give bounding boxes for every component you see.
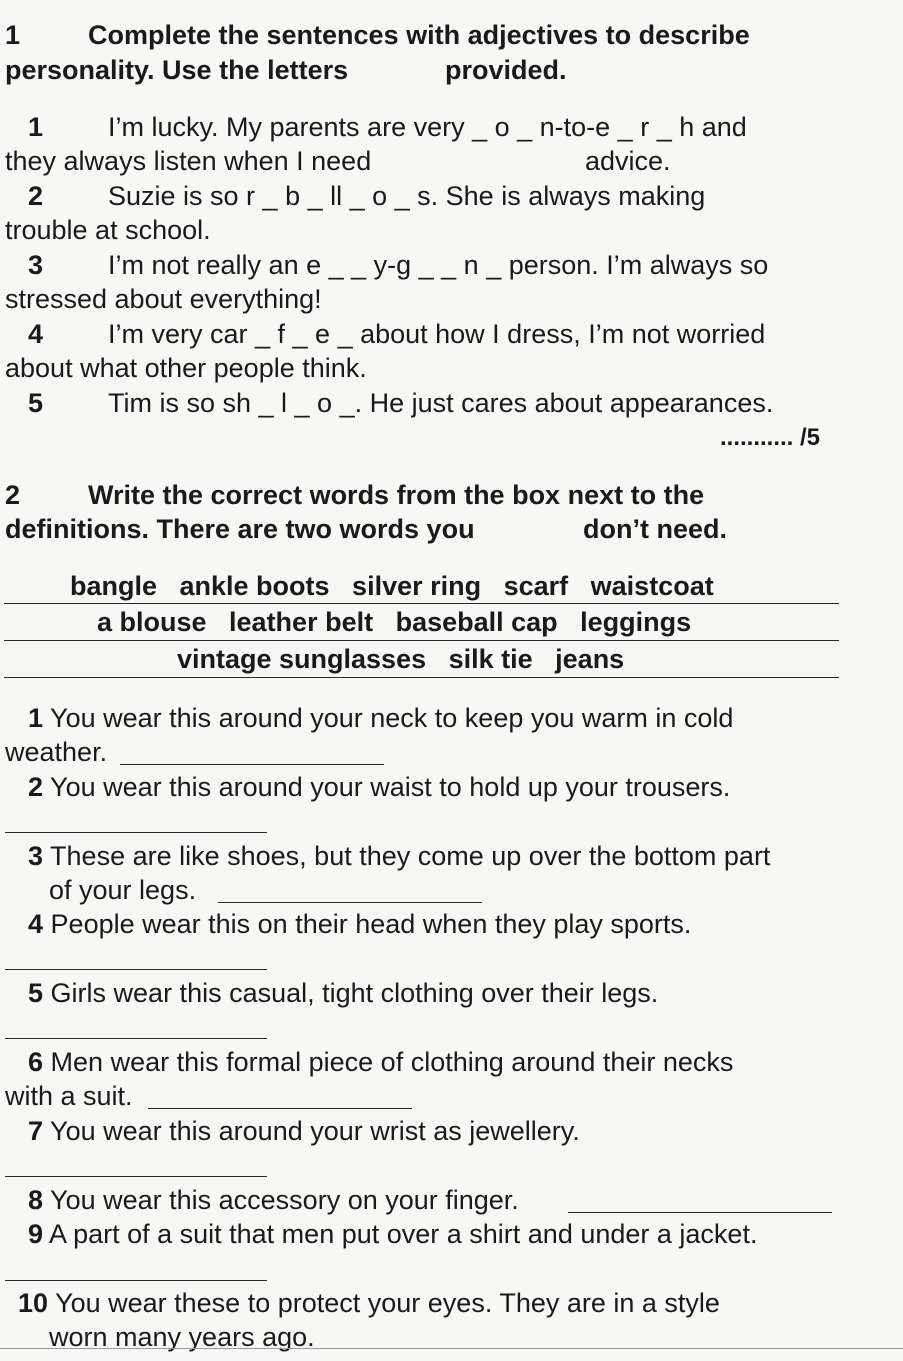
exercise-1-title-line1: Complete the sentences with adjectives to describe xyxy=(88,20,750,50)
ex1-item-1-text-end: advice. xyxy=(585,146,671,176)
ex1-item-3-text-cont: stressed about everything! xyxy=(5,284,322,314)
ex1-item-4-text-cont: about what other people think. xyxy=(5,353,367,383)
word-box-row: a blouse leather belt baseball cap leggings xyxy=(97,607,692,637)
ex2-item-3-cont: of your legs. xyxy=(49,875,197,905)
ex2-item-text: You wear this around your wrist as jewellery. xyxy=(50,1116,580,1146)
ex1-item-2-text-cont: trouble at school. xyxy=(5,215,211,245)
ex2-item-text: People wear this on their head when they play sports. xyxy=(50,909,692,939)
ex2-item-9 xyxy=(28,1217,757,1251)
exercise-2-title-line1: Write the correct words from the box next to the xyxy=(88,480,705,510)
ex1-item-number: 3 xyxy=(28,250,44,280)
ex1-item-5-text: Tim is so sh _ l _ o _. He just cares about appearances. xyxy=(108,388,774,418)
ex1-item-1-text-cont: they always listen when I need xyxy=(5,146,372,176)
answer-blank[interactable] xyxy=(120,764,384,765)
exercise-1-title-line2a: personality. Use the letters xyxy=(5,55,349,85)
word-box-row: bangle ankle boots silver ring scarf waistcoat xyxy=(70,571,714,601)
ex2-item-8 xyxy=(28,1183,519,1217)
ex1-item-4-text: I’m very car _ f _ e _ about how I dress, I’m not worried xyxy=(108,319,766,349)
ex2-item-4 xyxy=(28,907,691,941)
ex2-item-text: You wear this around your neck to keep you warm in cold xyxy=(50,703,734,733)
answer-blank[interactable] xyxy=(5,832,267,833)
page-bottom-edge xyxy=(0,1348,903,1349)
word-box-row: vintage sunglasses silk tie jeans xyxy=(177,644,625,674)
ex2-item-3 xyxy=(28,839,770,873)
ex2-item-number: 4 xyxy=(28,909,44,939)
ex2-item-number: 2 xyxy=(28,772,44,802)
ex2-item-number: 10 xyxy=(18,1288,49,1318)
ex1-item-number: 1 xyxy=(28,112,44,142)
answer-blank[interactable] xyxy=(568,1212,832,1213)
ex2-item-10-cont: worn many years ago. xyxy=(49,1322,315,1352)
ex2-item-6 xyxy=(28,1045,733,1079)
answer-blank[interactable] xyxy=(5,1176,267,1177)
ex2-item-text: These are like shoes, but they come up over the bottom part xyxy=(50,841,771,871)
word-box-divider xyxy=(4,640,839,641)
answer-blank[interactable] xyxy=(148,1108,412,1109)
ex2-item-5 xyxy=(28,976,658,1010)
ex2-item-text: Men wear this formal piece of clothing around their necks xyxy=(50,1047,734,1077)
ex1-item-number: 4 xyxy=(28,319,44,349)
word-box-divider xyxy=(4,677,839,678)
answer-blank[interactable] xyxy=(5,1038,267,1039)
ex1-item-3-text: I’m not really an e _ _ y-g _ _ n _ person. I’m always so xyxy=(108,250,769,280)
exercise-1-number: 1 xyxy=(5,20,21,50)
ex2-item-text: You wear this accessory on your finger. xyxy=(50,1185,519,1215)
ex2-item-number: 8 xyxy=(28,1185,44,1215)
ex2-item-10 xyxy=(18,1286,720,1320)
ex2-item-number: 7 xyxy=(28,1116,44,1146)
exercise-2-title-line2b: don’t need. xyxy=(583,514,727,544)
score-box: ........... /5 xyxy=(720,424,821,451)
ex1-item-number: 2 xyxy=(28,181,44,211)
ex2-item-1 xyxy=(28,701,733,735)
exercise-1-title-line2b: provided. xyxy=(445,55,567,85)
ex1-item-2-text: Suzie is so r _ b _ ll _ o _ s. She is always making xyxy=(108,181,706,211)
ex2-item-2 xyxy=(28,770,730,804)
answer-blank[interactable] xyxy=(5,1280,267,1281)
ex2-item-text: Girls wear this casual, tight clothing over their legs. xyxy=(50,978,659,1008)
answer-blank[interactable] xyxy=(218,902,482,903)
ex2-item-number: 9 xyxy=(28,1219,44,1249)
exercise-2-number: 2 xyxy=(5,480,21,510)
ex1-item-number: 5 xyxy=(28,388,44,418)
ex2-item-number: 5 xyxy=(28,978,44,1008)
ex2-item-number: 1 xyxy=(28,703,44,733)
ex2-item-text: You wear these to protect your eyes. They are in a style xyxy=(55,1288,720,1318)
exercise-2-title-line2a: definitions. There are two words you xyxy=(5,514,475,544)
ex2-item-number: 6 xyxy=(28,1047,44,1077)
ex1-item-1-text: I’m lucky. My parents are very _ o _ n-to-e _ r _ h and xyxy=(108,112,747,142)
ex2-item-1-cont: weather. xyxy=(5,737,108,767)
ex2-item-text: You wear this around your waist to hold up your trousers. xyxy=(50,772,731,802)
answer-blank[interactable] xyxy=(5,969,267,970)
ex2-item-6-cont: with a suit. xyxy=(5,1081,133,1111)
ex2-item-text: A part of a suit that men put over a shirt and under a jacket. xyxy=(49,1219,758,1249)
ex2-item-number: 3 xyxy=(28,841,44,871)
ex2-item-7 xyxy=(28,1114,580,1148)
word-box-divider xyxy=(4,603,839,604)
